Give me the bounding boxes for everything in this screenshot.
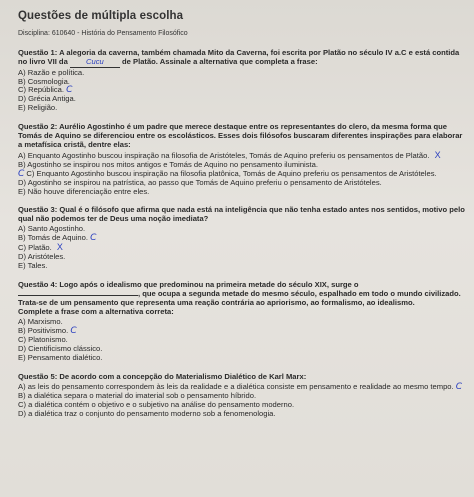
question-4-stem: Questão 4: Logo após o idealismo que predominou na primeira metade do século XIX, surge o , que ocupa a segunda metade do mesmo século, espalhado em todo o mundo civilizado. Trata-se de um pensamento que representa uma reação contrária ao apriorismo, ao formalismo, ao idealismo. xyxy=(18,279,461,307)
option[interactable]: E) Não houve diferenciação entre eles. xyxy=(18,186,150,196)
question-1-stem: Questão 1: A alegoria da caverna, também chamada Mito da Caverna, foi escrita por Platão no século IV a.C e está contida no livro VII da Cucu de Platão. Assinale a alternativa que completa a frase: xyxy=(18,47,460,66)
question-2-stem: Questão 2: Aurélio Agostinho é um padre que merece destaque entre os representantes do clero, da mesma forma que Tomás de Aquino se diferenciou entre os escolásticos. Esses dois filósofos buscaram diferentes inspirações para elaborar a metafísica cristã, dentre elas: xyxy=(18,122,463,149)
pen-mark: C xyxy=(90,233,97,244)
pen-mark: X xyxy=(56,242,63,253)
pen-mark: C xyxy=(70,326,77,337)
option[interactable]: E) Pensamento dialético. xyxy=(18,353,103,362)
option[interactable]: D) a dialética traz o conjunto do pensamento moderno sob a fenomenologia. xyxy=(18,408,276,418)
option[interactable]: B) Positivismo. C xyxy=(18,326,77,337)
option[interactable]: C) a dialética contém o objetivo e o subjetivo na análise do pensamento moderno. xyxy=(18,399,295,409)
question-4 xyxy=(18,281,466,363)
discipline-line: Disciplina: 610640 - História do Pensamento Filosófico xyxy=(18,29,188,37)
question-4-instruction: Complete a frase com a alternativa correta: xyxy=(18,307,174,317)
option[interactable]: C) República. C xyxy=(18,85,73,96)
question-3 xyxy=(18,206,466,270)
option[interactable]: D) Aristóteles. xyxy=(18,251,66,261)
option[interactable]: B) a dialética separa o material do imaterial sob o pensamento híbrido. xyxy=(18,390,257,400)
option[interactable]: A) as leis do pensamento correspondem às leis da realidade e a dialética consiste em pensamento e realidade ao mesmo tempo. C xyxy=(18,381,463,392)
option[interactable]: B) Tomás de Aquino. C xyxy=(18,233,97,244)
option[interactable]: C) Platonismo. xyxy=(18,335,68,345)
pen-mark: C xyxy=(455,381,463,392)
option[interactable]: E) Religião. xyxy=(18,103,58,113)
answer-blank xyxy=(18,295,138,296)
option[interactable]: A) Santo Agostinho. xyxy=(18,224,86,234)
option[interactable]: C) Platão. X xyxy=(18,242,63,253)
option[interactable]: A) Enquanto Agostinho buscou inspiração na filosofia de Aristóteles, Tomás de Aquino preferiu os pensamentos de Platão. X xyxy=(18,149,441,160)
pen-mark: X xyxy=(434,149,441,160)
question-2 xyxy=(18,123,466,196)
option[interactable]: D) Cientificismo clássico. xyxy=(18,344,103,354)
pen-mark: C xyxy=(66,85,73,96)
option[interactable]: B) Cosmologia. xyxy=(18,76,70,86)
option[interactable]: C C) Enquanto Agostinho buscou inspiração na filosofia platônica, Tomás de Aquino preferiu os pensamentos de Aristóteles. xyxy=(18,168,437,179)
question-3-stem: Questão 3: Qual é o filósofo que afirma que nada está na inteligência que não tenha estado antes nos sentidos, motivo pelo qual não podemos ter de Deus uma noção imediata? xyxy=(18,205,465,224)
handwritten-blank: Cucu xyxy=(70,58,120,68)
option[interactable]: A) Marxismo. xyxy=(18,317,63,327)
pen-mark: C xyxy=(18,168,25,179)
document-content xyxy=(18,12,466,428)
question-5 xyxy=(18,373,466,419)
question-1 xyxy=(18,49,466,113)
option[interactable]: E) Tales. xyxy=(18,260,48,270)
option[interactable]: D) Agostinho se inspirou na patrística, ao passo que Tomás de Aquino preferiu o pensamento de Aristóteles. xyxy=(18,177,382,187)
question-5-stem: Questão 5: De acordo com a concepção do Materialismo Dialético de Karl Marx: xyxy=(18,371,307,381)
page-title: Questões de múltipla escolha xyxy=(18,10,184,22)
option[interactable]: B) Agostinho se inspirou nos mitos antigos e Tomás de Aquino no pensamento iluminista. xyxy=(18,159,318,169)
option[interactable]: A) Razão e política. xyxy=(18,67,85,77)
option[interactable]: D) Grécia Antiga. xyxy=(18,94,76,104)
